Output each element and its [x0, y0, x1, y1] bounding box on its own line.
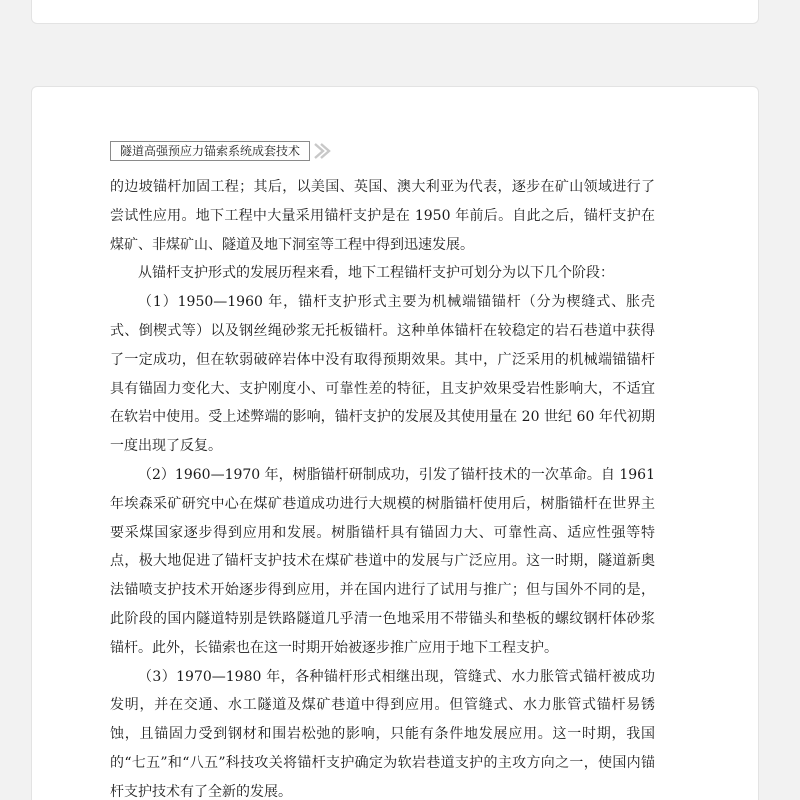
double-chevron-right-icon	[313, 142, 333, 160]
previous-page	[31, 0, 759, 24]
running-head-title: 隧道高强预应力锚索系统成套技术	[110, 141, 310, 161]
paragraph: （3）1970—1980 年，各种锚杆形式相继出现，管缝式、水力胀管式锚杆被成功发明，并在交通、水工隧道及煤矿巷道中得到应用。但管缝式、水力胀管式锚杆易锈蚀，且锚固力受到钢材和围岩松弛的影响，只能有条件地发展应用。这一时期，我国的“七五”和“八五”科技攻关将锚杆支护确定为软岩巷道支护的主攻方向之一，使国内锚杆支护技术有了全新的发展。	[110, 668, 655, 800]
paragraph: 的边坡锚杆加固工程；其后，以美国、英国、澳大利亚为代表，逐步在矿山领域进行了尝试性应用。地下工程中大量采用锚杆支护是在 1950 年前后。自此之后，锚杆支护在煤矿、非煤矿山、隧道及地下洞室等工程中得到迅速发展。	[110, 179, 655, 253]
body-text	[110, 173, 655, 800]
current-page	[31, 86, 759, 800]
paragraph: 从锚杆支护形式的发展历程来看，地下工程锚杆支护可划分为以下几个阶段：	[138, 265, 614, 282]
running-head	[110, 141, 333, 161]
paragraph: （2）1960—1970 年，树脂锚杆研制成功，引发了锚杆技术的一次革命。自 1961 年埃森采矿研究中心在煤矿巷道成功进行大规模的树脂锚杆使用后，树脂锚杆在世界主要采煤国家逐步得到应用和发展。树脂锚杆具有锚固力大、可靠性高、适应性强等特点，极大地促进了锚杆支护技术在煤矿巷道中的发展与广泛应用。这一时期，隧道新奥法锚喷支护技术开始逐步得到应用，并在国内进行了试用与推广；但与国外不同的是，此阶段的国内隧道特别是铁路隧道几乎清一色地采用不带锚头和垫板的螺纹钢杆体砂浆锚杆。此外，长锚索也在这一时期开始被逐步推广应用于地下工程支护。	[110, 466, 655, 656]
paragraph: （1）1950—1960 年，锚杆支护形式主要为机械端锚锚杆（分为楔缝式、胀壳式、倒楔式等）以及钢丝绳砂浆无托板锚杆。这种单体锚杆在较稳定的岩石巷道中获得了一定成功，但在软弱破碎岩体中没有取得预期效果。其中，广泛采用的机械端锚锚杆具有锚固力变化大、支护刚度小、可靠性差的特征，且支护效果受岩性影响大，不适宜在软岩中使用。受上述弊端的影响，锚杆支护的发展及其使用量在 20 世纪 60 年代初期一度出现了反复。	[110, 294, 655, 455]
